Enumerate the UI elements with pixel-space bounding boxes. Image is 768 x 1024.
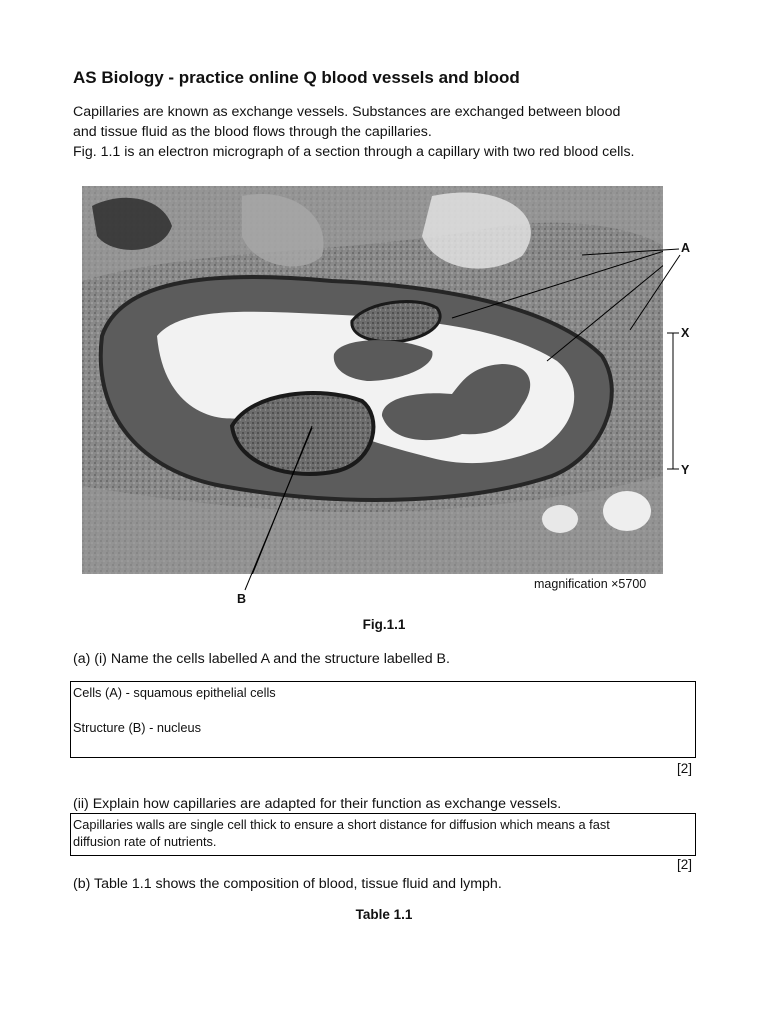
table-caption: Table 1.1 xyxy=(355,907,413,922)
label-a: A xyxy=(681,241,691,255)
intro-line-2: and tissue fluid as the blood flows through the capillaries. xyxy=(73,124,432,140)
question-a-i: (a) (i) Name the cells labelled A and the structure labelled B. xyxy=(73,651,450,667)
question-b: (b) Table 1.1 shows the composition of blood, tissue fluid and lymph. xyxy=(73,876,502,892)
question-a-ii: (ii) Explain how capillaries are adapted for their function as exchange vessels. xyxy=(73,796,562,812)
label-y: Y xyxy=(681,463,690,477)
intro-line-1: Capillaries are known as exchange vessels. Substances are exchanged between blood xyxy=(73,104,621,120)
label-x: X xyxy=(681,326,690,340)
answer-a-i-line-2: Structure (B) - nucleus xyxy=(73,720,202,735)
marks-a-i: [2] xyxy=(677,761,693,776)
page-title: AS Biology - practice online Q blood vessels and blood xyxy=(73,68,520,87)
answer-box-a-ii[interactable] xyxy=(70,813,696,856)
label-b: B xyxy=(237,592,247,606)
answer-a-ii-line-2: diffusion rate of nutrients. xyxy=(73,834,217,849)
answer-a-i-line-1: Cells (A) - squamous epithelial cells xyxy=(73,685,276,700)
marks-a-ii: [2] xyxy=(677,857,693,872)
answer-a-ii-line-1: Capillaries walls are single cell thick to ensure a short distance for diffusion which means a fast xyxy=(73,817,610,832)
intro-line-3: Fig. 1.1 is an electron micrograph of a section through a capillary with two red blood cells. xyxy=(73,144,635,160)
figure-caption: Fig.1.1 xyxy=(362,617,406,632)
magnification-label: magnification ×5700 xyxy=(534,577,647,591)
answer-box-a-i[interactable] xyxy=(70,681,696,758)
electron-micrograph xyxy=(82,186,663,574)
